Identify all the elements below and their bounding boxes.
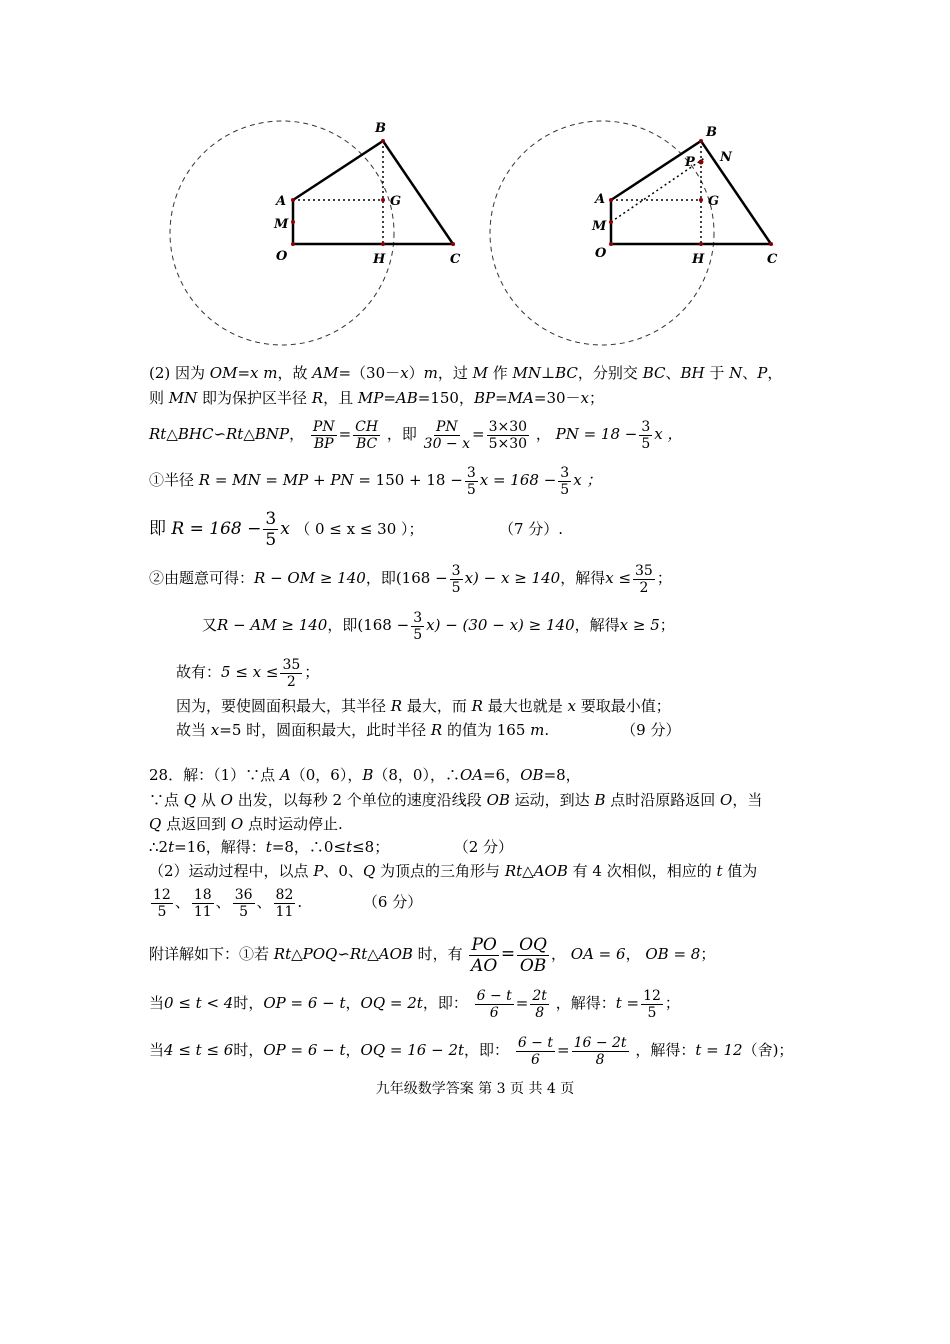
numerator: 2t <box>532 987 547 1004</box>
math: (168 − <box>357 616 410 634</box>
text: 又 <box>202 616 218 634</box>
math: = 150 + 18 − <box>353 471 463 489</box>
text: 、 <box>215 893 231 911</box>
label-m-right: M <box>592 219 607 234</box>
text: =5 时，圆面积最大，此时半径 <box>219 721 431 739</box>
denominator: 5 <box>157 903 167 920</box>
math: OA <box>459 766 484 784</box>
fraction <box>151 887 173 920</box>
label-a-right: A <box>595 192 606 207</box>
q28-line-9 <box>149 1032 793 1068</box>
denominator: 5 <box>451 579 461 596</box>
numerator: PN <box>312 418 335 435</box>
math: x ； <box>573 471 602 489</box>
text: (2) 因为 <box>149 364 210 382</box>
math: O <box>720 791 733 809</box>
fraction <box>639 419 652 452</box>
fraction <box>572 1035 629 1068</box>
numerator: 3 <box>451 562 461 579</box>
math: OP = 6 − t <box>263 1041 346 1059</box>
text: ①半径 <box>149 471 199 489</box>
numerator: OQ <box>519 934 547 955</box>
fraction <box>517 935 549 976</box>
fraction <box>192 887 214 920</box>
denominator: 5 <box>265 530 277 550</box>
text: =8，∴0≤ <box>271 838 347 856</box>
math: x ≤ <box>605 569 632 587</box>
math: Q <box>362 862 376 880</box>
text: 当 <box>149 994 165 1012</box>
text: 、 <box>256 893 272 911</box>
math: t <box>346 838 353 856</box>
math: x <box>567 697 576 715</box>
text: . <box>544 721 550 739</box>
text: ，即 <box>327 616 358 634</box>
math: O <box>230 815 244 833</box>
text: 因为，要使圆面积最大，其半径 <box>176 697 391 715</box>
part2-line-8 <box>176 654 319 690</box>
geometry-figure-left <box>160 110 480 350</box>
text: ， <box>345 1041 361 1059</box>
numerator: 3 <box>560 464 570 481</box>
math: Rt△AOB <box>504 862 568 880</box>
text: ≤8； <box>352 838 390 856</box>
numerator: 16 − 2t <box>573 1034 627 1051</box>
text: 故有： <box>176 663 222 681</box>
text: 则 <box>149 389 169 407</box>
denominator: 5 <box>647 1004 657 1021</box>
part2-line-1 <box>149 364 782 382</box>
part2-line-6 <box>149 560 672 596</box>
text: ， <box>289 425 305 443</box>
numerator: 35 <box>282 656 301 673</box>
text: 的值为 165 <box>442 721 531 739</box>
math: x) − x ≥ 140 <box>464 569 561 587</box>
math: R <box>311 389 324 407</box>
q28-line-5 <box>149 862 757 880</box>
text: （30－ <box>351 364 401 382</box>
math: t <box>716 862 723 880</box>
point-c-right <box>769 242 773 246</box>
text: （0，6）， <box>290 766 363 784</box>
text: 时，有 <box>412 945 463 963</box>
text: 有 4 次相似，相应的 <box>567 862 717 880</box>
label-o-left: O <box>276 249 288 264</box>
math: Rt△BHC∽Rt△BNP <box>149 425 290 443</box>
math: BP=MA <box>473 389 534 407</box>
fraction <box>311 419 337 452</box>
text: 要取最小值； <box>575 697 671 715</box>
math: MN <box>512 364 542 382</box>
math: BC <box>642 364 666 382</box>
math: R = 168 − <box>171 519 262 539</box>
math: OA = 6 <box>570 945 626 963</box>
math: OB = 8 <box>645 945 701 963</box>
math: 5 ≤ x ≤ <box>221 663 279 681</box>
math: x <box>280 519 290 539</box>
text: ， <box>345 994 361 1012</box>
fraction <box>280 657 302 690</box>
fraction <box>424 419 470 452</box>
score: （6 分） <box>362 893 423 911</box>
math: t <box>265 838 272 856</box>
label-b-right: B <box>706 125 717 140</box>
text: ∵点 <box>149 791 184 809</box>
text: 值为 <box>722 862 758 880</box>
point-m-left <box>291 220 295 224</box>
text: ； <box>700 945 716 963</box>
denominator: 6 <box>489 1004 499 1021</box>
denominator: 11 <box>193 903 212 920</box>
text: ； <box>659 616 675 634</box>
math: R − OM ≥ 140 <box>254 569 366 587</box>
text: 从 <box>196 791 221 809</box>
math: m <box>530 721 545 739</box>
math: R <box>430 721 443 739</box>
math: 0 ≤ t < 4 <box>164 994 234 1012</box>
quadrilateral-outline-left <box>293 141 453 244</box>
text: ， <box>535 425 551 443</box>
text: 当 <box>149 1041 165 1059</box>
text: ，即 <box>386 425 417 443</box>
q28-line-8 <box>149 985 680 1021</box>
math: x <box>210 721 220 739</box>
text: = <box>338 425 352 443</box>
text: ，即： <box>422 994 468 1012</box>
text: =30－ <box>533 389 581 407</box>
numerator: 3×30 <box>488 418 528 435</box>
denominator: BP <box>313 435 334 452</box>
page-footer: 九年级数学答案 第 3 页 共 4 页 <box>375 1081 575 1097</box>
text: 即为保护区半径 <box>197 389 312 407</box>
math: x) − (30 − x) ≥ 140 <box>426 616 575 634</box>
math: x <box>580 389 589 407</box>
text: ； <box>304 663 320 681</box>
denominator: 5 <box>413 626 423 643</box>
denominator: 5 <box>560 481 570 498</box>
text: =8， <box>543 766 581 784</box>
math: R − AM ≥ 140 <box>217 616 328 634</box>
text: ， <box>625 945 641 963</box>
math: MN <box>168 389 198 407</box>
text: ，即： <box>464 1041 510 1059</box>
text: 作 <box>487 364 513 382</box>
label-h-right: H <box>692 252 705 267</box>
numerator: 6 − t <box>476 987 512 1004</box>
text: 28．解：（1）∵点 <box>149 766 280 784</box>
denominator: 11 <box>275 903 294 920</box>
text: =150， <box>417 389 474 407</box>
text: ，故 <box>277 364 313 382</box>
text: ，解得： <box>555 994 616 1012</box>
math: Q <box>183 791 197 809</box>
label-c-right: C <box>767 252 778 267</box>
q28-line-3 <box>149 815 343 833</box>
fraction <box>450 563 463 596</box>
numerator: 3 <box>641 418 651 435</box>
numerator: PO <box>471 934 497 955</box>
part2-line-9 <box>176 697 671 715</box>
text: （8，0），∴ <box>373 766 460 784</box>
label-g-right: G <box>708 194 720 209</box>
label-n-right: N <box>720 150 732 165</box>
math: OQ = 2t <box>360 994 423 1012</box>
math: OB <box>486 791 510 809</box>
score: （2 分） <box>461 838 514 856</box>
part2-line-3 <box>149 416 683 452</box>
denominator: 6 <box>530 1051 540 1068</box>
math: O <box>220 791 233 809</box>
denominator: 5 <box>466 481 476 498</box>
math: OM=x m <box>209 364 278 382</box>
math: OP = 6 − t <box>263 994 346 1012</box>
math: R = MN = MP + PN <box>198 471 354 489</box>
text: = <box>515 994 529 1012</box>
math: t <box>168 838 175 856</box>
text: ； <box>589 389 605 407</box>
label-b-left: B <box>375 121 386 136</box>
text: 为顶点的三角形与 <box>375 862 505 880</box>
text: 运动，到达 <box>509 791 595 809</box>
text: ∴2 <box>149 838 169 856</box>
score: （7 分）. <box>498 520 564 538</box>
label-o-right: O <box>595 246 607 261</box>
text: 出发，以每秒 2 个单位的速度沿线段 <box>232 791 487 809</box>
point-p-right <box>699 160 704 165</box>
label-c-left: C <box>450 252 461 267</box>
fraction <box>233 887 255 920</box>
math: BH <box>680 364 705 382</box>
text: =6， <box>483 766 521 784</box>
text: 时， <box>233 994 264 1012</box>
math: 4 ≤ t ≤ 6 <box>164 1041 234 1059</box>
point-g-left <box>381 198 385 202</box>
denominator: 8 <box>535 1004 545 1021</box>
math: m <box>423 364 438 382</box>
point-b-right <box>699 139 703 143</box>
label-g-left: G <box>390 194 402 209</box>
math: P <box>313 862 324 880</box>
text: 点时沿原路返回 <box>605 791 721 809</box>
text: ； <box>656 569 672 587</box>
numerator: 36 <box>234 886 253 903</box>
label-m-left: M <box>274 217 289 232</box>
text: 即 <box>149 519 172 539</box>
text: . <box>297 893 303 911</box>
fraction <box>353 419 380 452</box>
math: M <box>472 364 488 382</box>
q28-line-1 <box>149 766 581 784</box>
numerator: 35 <box>635 562 653 579</box>
point-b-left <box>381 139 385 143</box>
text: ； <box>664 994 680 1012</box>
math: Q <box>149 815 162 833</box>
numerator: 12 <box>153 886 171 903</box>
math: N <box>729 364 743 382</box>
text: ，解得： <box>635 1041 696 1059</box>
text: 时， <box>233 1041 264 1059</box>
math: OB <box>520 766 544 784</box>
text: ②由题意可得： <box>149 569 255 587</box>
part2-line-7 <box>202 607 675 643</box>
point-m-right <box>609 220 613 224</box>
text: 、0、 <box>323 862 363 880</box>
math: A <box>279 766 291 784</box>
denominator: AO <box>471 955 498 976</box>
math: PN = 18 − <box>555 425 638 443</box>
text: ，即 <box>365 569 396 587</box>
text: 于 <box>704 364 730 382</box>
text: （舍)； <box>742 1041 794 1059</box>
fraction <box>530 988 549 1021</box>
denominator: 5 <box>641 435 651 452</box>
math: R <box>471 697 483 715</box>
point-o-left <box>291 242 295 246</box>
point-h-right <box>699 242 703 246</box>
denominator: 5×30 <box>488 435 528 452</box>
numerator: 82 <box>275 886 294 903</box>
text: ） <box>408 364 424 382</box>
denominator: 2 <box>639 579 649 596</box>
math: B <box>594 791 606 809</box>
denominator: 5 <box>239 903 249 920</box>
denominator: 8 <box>595 1051 605 1068</box>
label-p-right: P <box>685 155 695 170</box>
numerator: 18 <box>193 886 212 903</box>
fraction <box>487 419 529 452</box>
label-h-left: H <box>373 252 386 267</box>
numerator: CH <box>355 418 379 435</box>
text: =16，解得： <box>174 838 266 856</box>
q28-line-2 <box>149 791 762 809</box>
text: 点返回到 <box>161 815 231 833</box>
math: t = 12 <box>695 1041 743 1059</box>
math: P <box>757 364 768 382</box>
point-h-left <box>381 242 385 246</box>
q28-line-4 <box>149 838 513 856</box>
label-a-left: A <box>276 194 287 209</box>
part2-line-2 <box>149 389 604 407</box>
text: ，当 <box>732 791 763 809</box>
text: ， <box>550 945 566 963</box>
denominator: OB <box>519 955 547 976</box>
text: 、 <box>174 893 190 911</box>
numerator: 6 − t <box>517 1034 553 1051</box>
math: OQ = 16 − 2t <box>360 1041 465 1059</box>
text: 故当 <box>176 721 211 739</box>
math: R <box>390 697 403 715</box>
text: ，且 <box>323 389 358 407</box>
fraction <box>411 610 424 643</box>
point-g-right <box>699 198 703 202</box>
fraction <box>475 988 514 1021</box>
text: 最大，而 <box>402 697 472 715</box>
text: = <box>556 1041 570 1059</box>
denominator: 30 − x <box>423 435 470 452</box>
math: x ， <box>654 425 683 443</box>
score: （9 分） <box>621 721 681 739</box>
denominator: BC <box>355 435 378 452</box>
math: Rt△POQ∽Rt△AOB <box>273 945 413 963</box>
fraction <box>558 465 571 498</box>
text: ，分别交 <box>577 364 643 382</box>
math: B <box>362 766 374 784</box>
denominator: 2 <box>286 673 296 690</box>
point-a-right <box>609 198 613 202</box>
text: 最大也就是 <box>482 697 568 715</box>
numerator: 3 <box>413 609 423 626</box>
fraction <box>641 988 663 1021</box>
math: BC <box>555 364 578 382</box>
fraction <box>469 935 498 976</box>
fraction <box>263 509 278 550</box>
point-a-left <box>291 198 295 202</box>
part2-line-4 <box>149 462 601 498</box>
point-c-left <box>451 242 455 246</box>
text: ，解得 <box>560 569 606 587</box>
text: 、 <box>742 364 758 382</box>
math: x <box>400 364 409 382</box>
math: t = <box>615 994 640 1012</box>
math: x ≥ 5 <box>619 616 660 634</box>
q28-line-6 <box>149 884 422 920</box>
fraction <box>633 563 655 596</box>
text: = <box>472 425 485 443</box>
text: ，过 <box>437 364 473 382</box>
text: ，解得 <box>574 616 620 634</box>
geometry-figure-right <box>480 110 800 350</box>
text: = <box>500 944 516 964</box>
math: (168 − <box>395 569 448 587</box>
part2-line-10 <box>176 721 680 739</box>
text: （2）运动过程中，以点 <box>149 862 314 880</box>
math: x = 168 − <box>479 471 557 489</box>
math: AM= <box>312 364 352 382</box>
text: 、 <box>665 364 681 382</box>
text: 点时运动停止. <box>243 815 343 833</box>
numerator: 3 <box>265 509 277 529</box>
text: （ 0 ≤ x ≤ 30 ）； <box>295 520 424 538</box>
fraction <box>465 465 478 498</box>
numerator: 12 <box>643 987 661 1004</box>
math: MP=AB <box>357 389 418 407</box>
fraction <box>274 887 296 920</box>
text: 附详解如下：①若 <box>149 945 274 963</box>
text: ， <box>767 364 783 382</box>
q28-line-7 <box>149 932 715 976</box>
fraction <box>516 1035 555 1068</box>
numerator: PN <box>435 418 458 435</box>
part2-line-5 <box>149 508 563 550</box>
point-o-right <box>609 242 613 246</box>
numerator: 3 <box>466 464 476 481</box>
text: ⊥ <box>541 364 556 382</box>
